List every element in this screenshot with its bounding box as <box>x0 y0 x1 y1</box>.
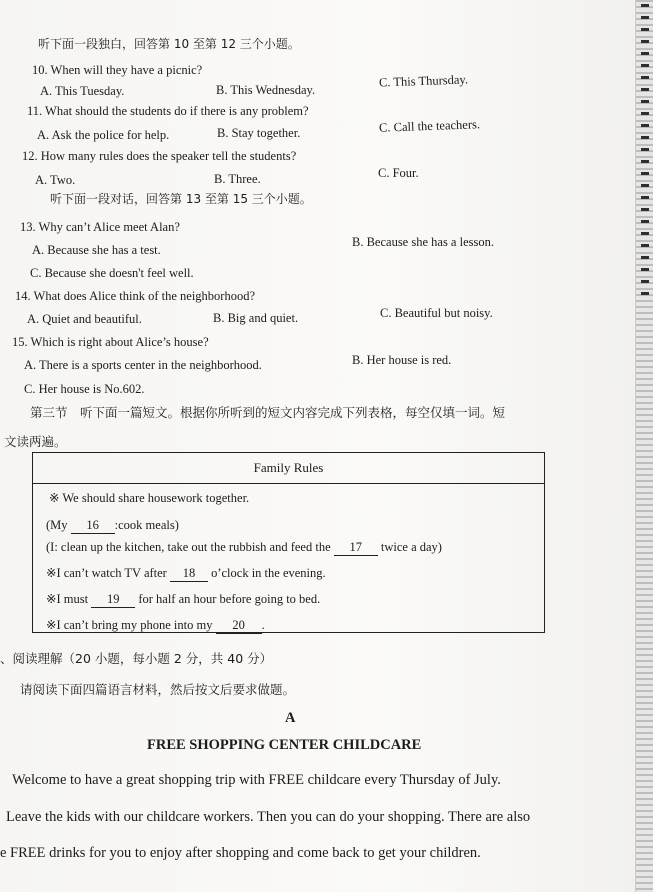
reading-section-header: 、阅读理解（20 小题，每小题 2 分，共 40 分） <box>0 651 273 666</box>
question-14: 14. What does Alice think of the neighborhood? <box>15 289 255 303</box>
rule-row-1 <box>49 490 249 506</box>
binding-holes <box>641 4 649 304</box>
q10-option-a: A. This Tuesday. <box>40 84 125 98</box>
blank-20[interactable]: 20 <box>216 617 262 634</box>
question-10: 10. When will they have a picnic? <box>32 63 203 77</box>
binding-edge <box>635 0 653 892</box>
section-instruction-10-12: 听下面一段独白，回答第 10 至第 12 三个小题。 <box>38 37 300 51</box>
q10-option-c: C. This Thursday. <box>378 72 469 90</box>
rule-row-4-prefix: ※I can’t watch TV after <box>46 566 167 580</box>
blank-18[interactable]: 18 <box>170 565 208 582</box>
blank-16[interactable]: 16 <box>71 517 115 534</box>
q11-option-a: A. Ask the police for help. <box>37 128 170 142</box>
rule-row-3-suffix: twice a day) <box>380 540 442 554</box>
rule-row-5-prefix: ※I must <box>46 592 89 606</box>
question-13: 13. Why can’t Alice meet Alan? <box>20 220 180 234</box>
rule-row-6-suffix: . <box>261 618 265 632</box>
rule-row-6 <box>46 617 265 634</box>
reading-instruction: 请阅读下面四篇语言材料，然后按文后要求做题。 <box>20 682 296 697</box>
rule-row-5-suffix: for half an hour before going to bed. <box>138 592 321 606</box>
q14-option-b: B. Big and quiet. <box>213 311 299 325</box>
q11-option-b: B. Stay together. <box>217 126 301 140</box>
rule-row-5 <box>46 591 320 608</box>
q12-option-c: C. Four. <box>378 166 419 180</box>
question-12: 12. How many rules does the speaker tell the students? <box>22 149 297 163</box>
q14-option-c: C. Beautiful but noisy. <box>380 306 493 320</box>
q12-option-a: A. Two. <box>35 173 76 187</box>
rule-row-2-suffix: :cook meals) <box>114 518 179 532</box>
section-3-instruction: 第三节 听下面一篇短文。根据你所听到的短文内容完成下列表格，每空仅填一词。短 <box>30 405 506 420</box>
q13-option-c: C. Because she doesn't feel well. <box>30 266 194 280</box>
rule-row-2 <box>46 517 179 534</box>
rule-row-1-text: ※ We should share housework together. <box>49 491 250 505</box>
passage-a-label: A <box>285 710 296 726</box>
q15-option-a: A. There is a sports center in the neighborhood. <box>24 358 262 372</box>
passage-a-title: FREE SHOPPING CENTER CHILDCARE <box>147 737 422 753</box>
rule-row-4 <box>46 565 326 582</box>
q11-option-c: C. Call the teachers. <box>378 117 481 135</box>
q15-option-b: B. Her house is red. <box>352 353 452 367</box>
blank-17[interactable]: 17 <box>334 539 378 556</box>
q12-option-b: B. Three. <box>214 172 261 186</box>
q13-option-b: B. Because she has a lesson. <box>352 235 494 249</box>
rule-row-3-prefix: (I: clean up the kitchen, take out the rubbish and feed the <box>46 540 331 554</box>
q10-option-b: B. This Wednesday. <box>216 83 316 97</box>
family-rules-title: Family Rules <box>33 453 544 484</box>
question-11: 11. What should the students do if there is any problem? <box>27 104 309 118</box>
section-instruction-13-15: 听下面一段对话，回答第 13 至第 15 三个小题。 <box>50 192 312 206</box>
question-15: 15. Which is right about Alice’s house? <box>12 335 209 349</box>
passage-a-line-3: e FREE drinks for you to enjoy after shopping and come back to get your children. <box>0 845 481 861</box>
blank-19[interactable]: 19 <box>91 591 135 608</box>
section-3-instruction-cont: 文读两遍。 <box>4 434 67 449</box>
passage-a-line-2: Leave the kids with our childcare workers. Then you can do your shopping. There are also <box>6 809 531 825</box>
q14-option-a: A. Quiet and beautiful. <box>27 312 142 326</box>
q13-option-a: A. Because she has a test. <box>32 243 161 257</box>
rule-row-3 <box>46 539 442 556</box>
rule-row-2-prefix: (My <box>46 518 68 532</box>
rule-row-4-suffix: o’clock in the evening. <box>211 566 326 580</box>
q15-option-c: C. Her house is No.602. <box>24 382 145 396</box>
rule-row-6-prefix: ※I can’t bring my phone into my <box>46 618 213 632</box>
passage-a-line-1: Welcome to have a great shopping trip with FREE childcare every Thursday of July. <box>12 772 501 788</box>
